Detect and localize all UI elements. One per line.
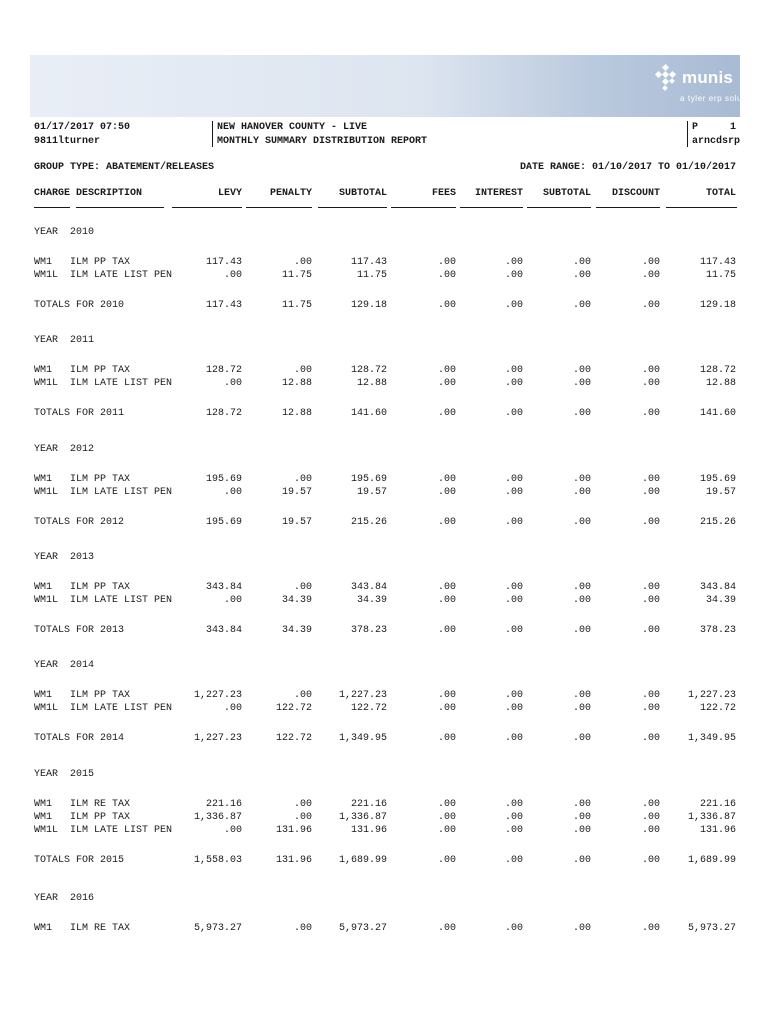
- cell-interest: .00: [504, 799, 523, 810]
- report-datetime: 01/17/2017 07:50: [34, 122, 131, 133]
- total-subtotal2: .00: [572, 733, 591, 744]
- cell-levy: 5,973.27: [193, 923, 242, 934]
- col-interest: INTEREST: [474, 188, 523, 199]
- total-levy: 195.69: [205, 517, 242, 528]
- total-total: 1,349.95: [687, 733, 736, 744]
- cell-interest: .00: [504, 923, 523, 934]
- year-heading: [0, 893, 770, 905]
- cell-total: 1,227.23: [687, 690, 736, 701]
- year-label: YEAR 2010: [34, 227, 95, 238]
- column-underline: [34, 207, 70, 208]
- total-total: 1,689.99: [687, 855, 736, 866]
- total-levy: 128.72: [205, 408, 242, 419]
- cell-subtotal1: 343.84: [350, 582, 387, 593]
- year-heading: [0, 769, 770, 781]
- total-penalty: 19.57: [281, 517, 312, 528]
- table-row: [0, 703, 770, 715]
- cell-discount: .00: [641, 257, 660, 268]
- cell-discount: .00: [641, 825, 660, 836]
- charge-description: ILM PP TAX: [70, 474, 131, 485]
- cell-levy: .00: [223, 270, 242, 281]
- total-discount: .00: [641, 300, 660, 311]
- cell-levy: 117.43: [205, 257, 242, 268]
- cell-levy: 128.72: [205, 365, 242, 376]
- cell-penalty: .00: [293, 582, 312, 593]
- cell-fees: .00: [437, 487, 456, 498]
- page-label: P: [692, 122, 699, 133]
- total-subtotal2: .00: [572, 625, 591, 636]
- charge-description: ILM PP TAX: [70, 257, 131, 268]
- cell-discount: .00: [641, 582, 660, 593]
- cell-subtotal1: 1,336.87: [338, 812, 387, 823]
- totals-label: TOTALS FOR 2014: [34, 733, 125, 744]
- cell-levy: 195.69: [205, 474, 242, 485]
- year-heading: [0, 660, 770, 672]
- cell-fees: .00: [437, 923, 456, 934]
- table-row: [0, 582, 770, 594]
- cell-total: 11.75: [705, 270, 736, 281]
- charge-code: WM1: [34, 923, 53, 934]
- column-underline: [318, 207, 387, 208]
- column-underline: [246, 207, 312, 208]
- total-fees: .00: [437, 408, 456, 419]
- cell-levy: 1,227.23: [193, 690, 242, 701]
- year-label: YEAR 2016: [34, 893, 95, 904]
- cell-discount: .00: [641, 799, 660, 810]
- report-user: 9811lturner: [34, 136, 101, 147]
- total-discount: .00: [641, 855, 660, 866]
- year-heading: [0, 444, 770, 456]
- cell-penalty: 34.39: [281, 595, 312, 606]
- charge-description: ILM PP TAX: [70, 690, 131, 701]
- cell-subtotal1: 195.69: [350, 474, 387, 485]
- table-row: [0, 799, 770, 811]
- cell-subtotal1: 1,227.23: [338, 690, 387, 701]
- col-levy: LEVY: [217, 188, 242, 199]
- charge-code: WM1: [34, 474, 53, 485]
- cell-penalty: 11.75: [281, 270, 312, 281]
- cell-penalty: .00: [293, 690, 312, 701]
- charge-description: ILM LATE LIST PEN: [70, 270, 173, 281]
- cell-interest: .00: [504, 270, 523, 281]
- total-subtotal1: 1,689.99: [338, 855, 387, 866]
- col-total: TOTAL: [705, 188, 736, 199]
- cell-total: 195.69: [699, 474, 736, 485]
- cell-fees: .00: [437, 378, 456, 389]
- total-fees: .00: [437, 733, 456, 744]
- total-subtotal1: 1,349.95: [338, 733, 387, 744]
- column-underline: [391, 207, 456, 208]
- cell-total: 5,973.27: [687, 923, 736, 934]
- total-subtotal2: .00: [572, 408, 591, 419]
- cell-penalty: .00: [293, 799, 312, 810]
- cell-fees: .00: [437, 257, 456, 268]
- table-row: [0, 812, 770, 824]
- column-underline: [172, 207, 242, 208]
- year-label: YEAR 2013: [34, 552, 95, 563]
- cell-fees: .00: [437, 825, 456, 836]
- cell-fees: .00: [437, 365, 456, 376]
- cell-subtotal1: 19.57: [356, 487, 387, 498]
- cell-discount: .00: [641, 812, 660, 823]
- cell-discount: .00: [641, 365, 660, 376]
- col-charge-description: CHARGE DESCRIPTION: [34, 188, 143, 199]
- cell-subtotal2: .00: [572, 595, 591, 606]
- charge-code: WM1: [34, 365, 53, 376]
- table-row: [0, 365, 770, 377]
- cell-penalty: .00: [293, 365, 312, 376]
- total-subtotal1: 378.23: [350, 625, 387, 636]
- cell-fees: .00: [437, 690, 456, 701]
- page-number: 1: [729, 122, 736, 133]
- total-interest: .00: [504, 408, 523, 419]
- total-penalty: 34.39: [281, 625, 312, 636]
- total-penalty: 12.88: [281, 408, 312, 419]
- col-subtotal-2: SUBTOTAL: [542, 188, 591, 199]
- column-underline: [76, 207, 164, 208]
- totals-row: [0, 408, 770, 420]
- charge-description: ILM PP TAX: [70, 812, 131, 823]
- cell-fees: .00: [437, 270, 456, 281]
- charge-code: WM1L: [34, 825, 59, 836]
- total-discount: .00: [641, 517, 660, 528]
- year-heading: [0, 335, 770, 347]
- column-underline: [666, 207, 737, 208]
- total-discount: .00: [641, 733, 660, 744]
- table-row: [0, 270, 770, 282]
- cell-interest: .00: [504, 474, 523, 485]
- total-discount: .00: [641, 408, 660, 419]
- total-discount: .00: [641, 625, 660, 636]
- cell-subtotal2: .00: [572, 270, 591, 281]
- group-type: GROUP TYPE: ABATEMENT/RELEASES: [34, 162, 215, 173]
- munis-logo: [650, 62, 758, 112]
- cell-discount: .00: [641, 487, 660, 498]
- table-row: [0, 595, 770, 607]
- charge-description: ILM RE TAX: [70, 799, 131, 810]
- total-total: 378.23: [699, 625, 736, 636]
- cell-fees: .00: [437, 799, 456, 810]
- total-subtotal1: 215.26: [350, 517, 387, 528]
- year-label: YEAR 2012: [34, 444, 95, 455]
- cell-interest: .00: [504, 378, 523, 389]
- totals-label: TOTALS FOR 2012: [34, 517, 125, 528]
- total-total: 215.26: [699, 517, 736, 528]
- col-penalty: PENALTY: [269, 188, 312, 199]
- cell-levy: 1,336.87: [193, 812, 242, 823]
- cell-penalty: .00: [293, 812, 312, 823]
- cell-total: 128.72: [699, 365, 736, 376]
- cell-penalty: .00: [293, 923, 312, 934]
- cell-levy: .00: [223, 825, 242, 836]
- total-levy: 343.84: [205, 625, 242, 636]
- table-row: [0, 690, 770, 702]
- charge-code: WM1L: [34, 487, 59, 498]
- total-interest: .00: [504, 625, 523, 636]
- cell-subtotal1: 131.96: [350, 825, 387, 836]
- program-id: arncdsrp: [692, 136, 741, 147]
- total-interest: .00: [504, 733, 523, 744]
- cell-total: 1,336.87: [687, 812, 736, 823]
- cell-subtotal1: 122.72: [350, 703, 387, 714]
- table-row: [0, 378, 770, 390]
- cell-total: 117.43: [699, 257, 736, 268]
- year-label: YEAR 2014: [34, 660, 95, 671]
- charge-code: WM1: [34, 257, 53, 268]
- total-interest: .00: [504, 855, 523, 866]
- cell-subtotal2: .00: [572, 378, 591, 389]
- year-heading: [0, 227, 770, 239]
- cell-interest: .00: [504, 595, 523, 606]
- table-row: [0, 487, 770, 499]
- cell-discount: .00: [641, 595, 660, 606]
- totals-row: [0, 733, 770, 745]
- totals-row: [0, 855, 770, 867]
- year-label: YEAR 2015: [34, 769, 95, 780]
- cell-interest: .00: [504, 825, 523, 836]
- cell-discount: .00: [641, 923, 660, 934]
- total-penalty: 131.96: [275, 855, 312, 866]
- totals-label: TOTALS FOR 2013: [34, 625, 125, 636]
- col-discount: DISCOUNT: [611, 188, 660, 199]
- report-banner: [30, 55, 740, 117]
- logo-brand: munis: [682, 68, 734, 87]
- col-fees: FEES: [431, 188, 456, 199]
- cell-fees: .00: [437, 595, 456, 606]
- table-row: [0, 825, 770, 837]
- total-fees: .00: [437, 625, 456, 636]
- cell-total: 131.96: [699, 825, 736, 836]
- cell-fees: .00: [437, 474, 456, 485]
- charge-description: ILM LATE LIST PEN: [70, 703, 173, 714]
- cell-subtotal1: 12.88: [356, 378, 387, 389]
- charge-description: ILM LATE LIST PEN: [70, 378, 173, 389]
- charge-description: ILM LATE LIST PEN: [70, 487, 173, 498]
- cell-subtotal1: 34.39: [356, 595, 387, 606]
- total-subtotal2: .00: [572, 300, 591, 311]
- column-underline: [596, 207, 660, 208]
- cell-subtotal2: .00: [572, 799, 591, 810]
- cell-interest: .00: [504, 365, 523, 376]
- cell-penalty: 12.88: [281, 378, 312, 389]
- total-levy: 1,227.23: [193, 733, 242, 744]
- table-row: [0, 257, 770, 269]
- charge-code: WM1L: [34, 270, 59, 281]
- cell-levy: 343.84: [205, 582, 242, 593]
- charge-code: WM1L: [34, 703, 59, 714]
- cell-interest: .00: [504, 487, 523, 498]
- cell-penalty: 131.96: [275, 825, 312, 836]
- cell-subtotal1: 128.72: [350, 365, 387, 376]
- date-range: DATE RANGE: 01/10/2017 TO 01/10/2017: [519, 162, 736, 173]
- logo-tagline: a tyler erp solution: [680, 94, 758, 103]
- cell-penalty: 122.72: [275, 703, 312, 714]
- cell-discount: .00: [641, 378, 660, 389]
- cell-penalty: .00: [293, 474, 312, 485]
- total-total: 129.18: [699, 300, 736, 311]
- cell-interest: .00: [504, 703, 523, 714]
- cell-subtotal2: .00: [572, 825, 591, 836]
- header-divider-left: [212, 121, 213, 147]
- cell-penalty: .00: [293, 257, 312, 268]
- cell-subtotal2: .00: [572, 703, 591, 714]
- cell-fees: .00: [437, 582, 456, 593]
- cell-interest: .00: [504, 257, 523, 268]
- charge-code: WM1L: [34, 378, 59, 389]
- cell-subtotal2: .00: [572, 923, 591, 934]
- cell-levy: .00: [223, 595, 242, 606]
- total-interest: .00: [504, 300, 523, 311]
- cell-penalty: 19.57: [281, 487, 312, 498]
- cell-subtotal2: .00: [572, 474, 591, 485]
- total-fees: .00: [437, 855, 456, 866]
- cell-levy: 221.16: [205, 799, 242, 810]
- cell-discount: .00: [641, 703, 660, 714]
- total-fees: .00: [437, 300, 456, 311]
- total-subtotal1: 141.60: [350, 408, 387, 419]
- total-interest: .00: [504, 517, 523, 528]
- total-fees: .00: [437, 517, 456, 528]
- column-underline: [527, 207, 591, 208]
- column-underline: [460, 207, 523, 208]
- entity-name: NEW HANOVER COUNTY - LIVE: [217, 122, 368, 133]
- cell-fees: .00: [437, 703, 456, 714]
- cell-levy: .00: [223, 487, 242, 498]
- total-levy: 1,558.03: [193, 855, 242, 866]
- total-penalty: 11.75: [281, 300, 312, 311]
- cell-subtotal2: .00: [572, 257, 591, 268]
- cell-interest: .00: [504, 690, 523, 701]
- charge-description: ILM RE TAX: [70, 923, 131, 934]
- year-label: YEAR 2011: [34, 335, 95, 346]
- cell-total: 12.88: [705, 378, 736, 389]
- cell-total: 34.39: [705, 595, 736, 606]
- charge-code: WM1: [34, 812, 53, 823]
- totals-label: TOTALS FOR 2010: [34, 300, 125, 311]
- totals-row: [0, 300, 770, 312]
- totals-label: TOTALS FOR 2011: [34, 408, 125, 419]
- cell-subtotal2: .00: [572, 690, 591, 701]
- table-row: [0, 923, 770, 935]
- charge-code: WM1L: [34, 595, 59, 606]
- cell-discount: .00: [641, 270, 660, 281]
- diamond-cluster-icon: [650, 64, 680, 94]
- header-divider-right: [687, 121, 688, 147]
- totals-label: TOTALS FOR 2015: [34, 855, 125, 866]
- cell-total: 221.16: [699, 799, 736, 810]
- year-heading: [0, 552, 770, 564]
- col-subtotal: SUBTOTAL: [338, 188, 387, 199]
- cell-subtotal1: 117.43: [350, 257, 387, 268]
- total-subtotal2: .00: [572, 517, 591, 528]
- charge-description: ILM PP TAX: [70, 582, 131, 593]
- cell-subtotal1: 5,973.27: [338, 923, 387, 934]
- cell-discount: .00: [641, 474, 660, 485]
- cell-total: 122.72: [699, 703, 736, 714]
- cell-discount: .00: [641, 690, 660, 701]
- totals-row: [0, 625, 770, 637]
- cell-interest: .00: [504, 812, 523, 823]
- cell-total: 19.57: [705, 487, 736, 498]
- cell-levy: .00: [223, 703, 242, 714]
- charge-code: WM1: [34, 582, 53, 593]
- table-row: [0, 474, 770, 486]
- charge-code: WM1: [34, 799, 53, 810]
- cell-subtotal1: 11.75: [356, 270, 387, 281]
- cell-subtotal2: .00: [572, 365, 591, 376]
- cell-fees: .00: [437, 812, 456, 823]
- total-penalty: 122.72: [275, 733, 312, 744]
- cell-subtotal1: 221.16: [350, 799, 387, 810]
- charge-code: WM1: [34, 690, 53, 701]
- cell-levy: .00: [223, 378, 242, 389]
- charge-description: ILM LATE LIST PEN: [70, 825, 173, 836]
- cell-subtotal2: .00: [572, 487, 591, 498]
- total-subtotal2: .00: [572, 855, 591, 866]
- cell-interest: .00: [504, 582, 523, 593]
- cell-subtotal2: .00: [572, 812, 591, 823]
- charge-description: ILM PP TAX: [70, 365, 131, 376]
- total-total: 141.60: [699, 408, 736, 419]
- charge-description: ILM LATE LIST PEN: [70, 595, 173, 606]
- total-levy: 117.43: [205, 300, 242, 311]
- cell-total: 343.84: [699, 582, 736, 593]
- cell-subtotal2: .00: [572, 582, 591, 593]
- totals-row: [0, 517, 770, 529]
- report-title: MONTHLY SUMMARY DISTRIBUTION REPORT: [217, 136, 428, 147]
- total-subtotal1: 129.18: [350, 300, 387, 311]
